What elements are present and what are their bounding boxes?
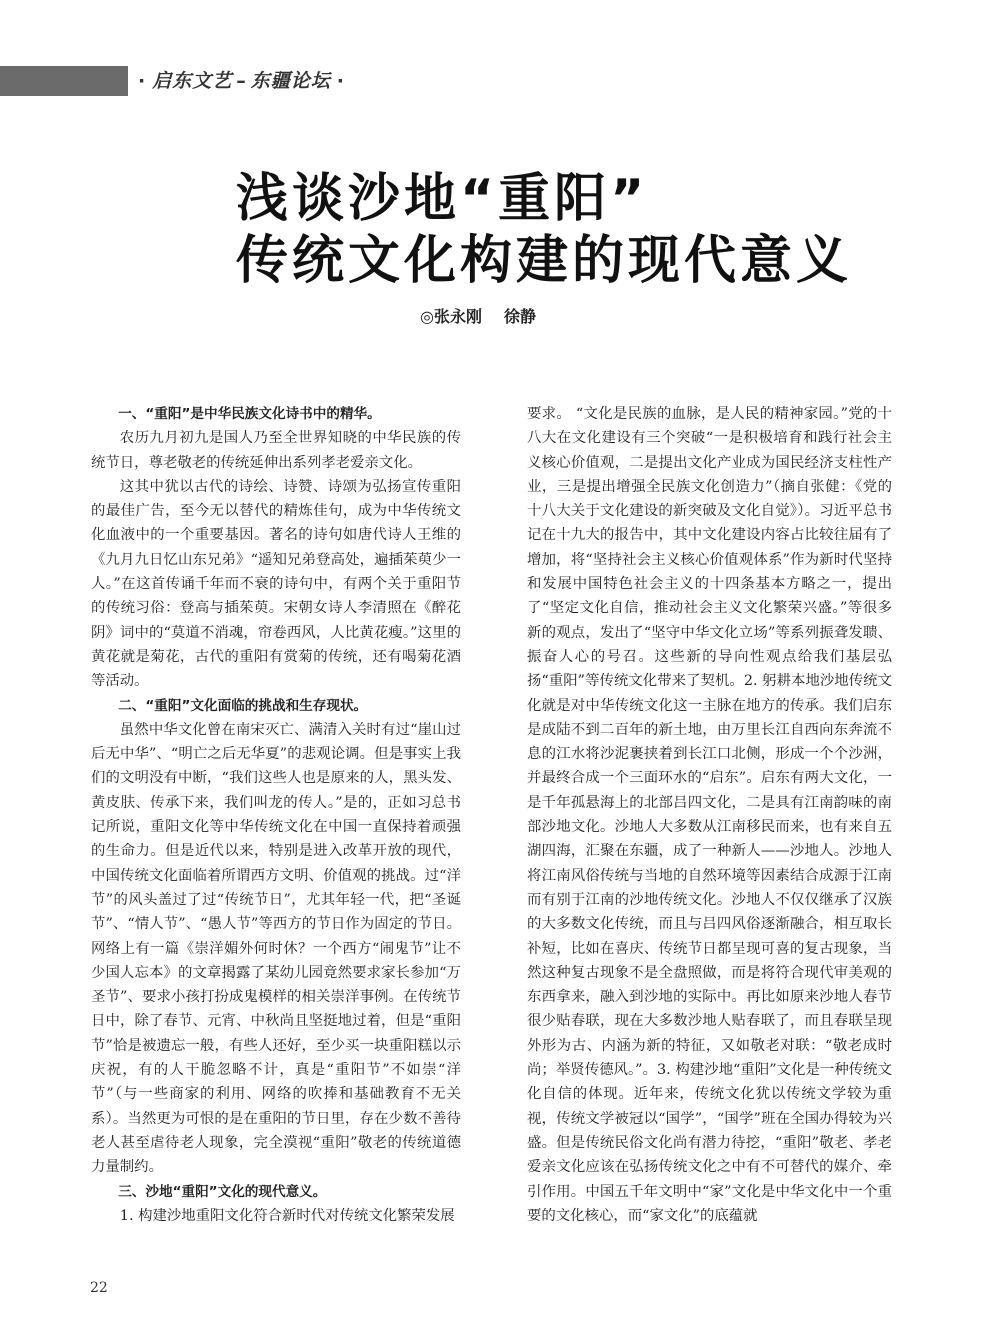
paragraph: 农历九月初九是国人乃至全世界知晓的中华民族的传统节日，尊老敬老的传统延伸出系列孝老爱亲文化。 (91, 430, 461, 471)
section-heading-2: 二、“重阳”文化面临的挑战和生存现状。 (118, 697, 368, 714)
paragraph: 1. 构建沙地重阳文化符合新时代对传统文化繁荣发展 (119, 1207, 455, 1224)
right-column (527, 402, 892, 1228)
header-separator: – (236, 70, 247, 92)
header-bullet: · (138, 70, 147, 92)
paragraph: 这其中犹以古代的诗绘、诗赞、诗颂为弘扬宣传重阳的最佳广告，至今无以替代的精炼佳句，成为中华传统文化血液中的一个重要基因。著名的诗句如唐代诗人王维的《九月九日忆山东兄弟》“遥知兄弟登高处，遍插茱萸少一人。”在这首传诵千年而不衰的诗句中，有两个关于重阳节的传统习俗：登高与插茱萸。宋朝女诗人李清照在《醉花阴》词中的“莫道不消魂，帘卷西风，人比黄花瘦。”这里的黄花就是菊花，古代的重阳有赏菊的传统，还有喝菊花酒等活动。 (91, 478, 461, 690)
paragraph: 虽然中华文化曾在南宋灭亡、满清入关时有过“崖山过后无中华”、“明亡之后无华夏”的悲观论调。但是事实上我们的文明没有中断，“我们这些人也是原来的人，黑头发、黄皮肤、传承下来，我们叫龙的传人。”是的，正如习总书记所说，重阳文化等中华传统文化在中国一直保持着顽强的生命力。但是近代以来，特别是进入改革开放的现代，中国传统文化面临着所谓西方文明、价值观的挑战。过“洋节”的风头盖过了过“传统节日”，尤其年轻一代，把“圣诞节”、“情人节”、“愚人节”等西方的节日作为固定的节日。网络上有一篇《崇洋媚外何时休？一个西方“闹鬼节”让不少国人忘本》的文章揭露了某幼儿园竟然要求家长参加“万圣节”、要求小孩打扮成鬼模样的相关崇洋事例。在传统节日中，除了春节、元宵、中秋尚且坚挺地过着，但是“重阳节”恰是被遗忘一般，有些人还好，至少买一块重阳糕以示庆祝，有的人干脆忽略不计，真是“重阳节”不如崇“洋节”（与一些商家的利用、网络的吹捧和基础教育不无关系）。当然更为可恨的是在重阳的节日里，存在少数不善待老人甚至虐待老人现象，完全漠视“重阳”敬老的传统道德力量制约。 (91, 721, 461, 1176)
author-2: 徐静 (503, 307, 536, 326)
running-header (132, 64, 351, 98)
author-1: ◎张永刚 (420, 307, 482, 326)
article-title (236, 168, 856, 292)
header-bar (0, 66, 128, 96)
title-line-2: 传统文化构建的现代意义 (236, 231, 853, 291)
column-name: 东疆论坛 (250, 70, 331, 92)
paragraph: 要求。 “文化是民族的血脉，是人民的精神家园。”党的十八大在文化建设有三个突破“一是积极培育和践行社会主义核心价值观，二是提出文化产业成为国民经济支柱性产业，三是提出增强全民族文化创造力”（摘自张健：《党的十八大关于文化建设的新突破及文化自觉》）。习近平总书记在十九大的报告中，其中文化建设内容占比较往届有了增加，将“坚持社会主义核心价值观体系”作为新时代坚持和发展中国特色社会主义的十四条基本方略之一，提出了“坚定文化自信，推动社会主义文化繁荣兴盛。”等很多新的观点，发出了“坚守中华文化立场”等系列振聋发聩、振奋人心的号召。这些新的导向性观点给我们基层弘扬“重阳”等传统文化带来了契机。2. 躬耕本地沙地传统文化就是对中华传统文化这一主脉在地方的传承。我们启东是成陆不到二百年的新土地，由万里长江自西向东奔流不息的江水将沙泥裹挟着到长江口北侧，形成一个个沙洲，并最终合成一个三面环水的“启东”。启东有两大文化，一是千年孤悬海上的北部吕四文化，二是具有江南韵味的南部沙地文化。沙地人大多数从江南移民而来，也有来自五湖四海，汇聚在东疆，成了一种新人——沙地人。沙地人将江南风俗传统与当地的自然环境等因素结合成源于江南而有别于江南的沙地传统文化。沙地人不仅仅继承了汉族的大多数文化传统，而且与吕四风俗逐渐融合，相互取长补短，比如在喜庆、传统节日都呈现可喜的复古现象，当然这种复古现象不是全盘照做，而是将符合现代审美观的东西拿来，融入到沙地的实际中。再比如原来沙地人春节很少贴春联，现在大多数沙地人贴春联了，而且春联呈现外形为古、内涵为新的特征，又如敬老对联：“敬老成时尚；举贤传德风。”。3. 构建沙地“重阳”文化是一种传统文化自信的体现。近年来，传统文化犹以传统文学较为重视，传统文学被冠以“国学”，“国学”班在全国办得较为兴盛。但是传统民俗文化尚有潜力待挖，“重阳”敬老、孝老爱亲文化应该在弘扬传统文化之中有不可替代的媒介、牵引作用。中国五千年文明中“家”文化是中华文化中一个重要的文化核心，而“家文化”的底蕴就 (527, 406, 892, 1224)
title-line-1: 浅谈沙地“重阳” (236, 169, 649, 229)
page-number: 22 (90, 1280, 108, 1296)
section-heading-1: 一、“重阳”是中华民族文化诗书中的精华。 (118, 406, 381, 422)
header-bullet-end: · (336, 70, 345, 92)
author-line (420, 306, 720, 328)
section-name: 启东文艺 (152, 70, 233, 92)
left-column (91, 402, 461, 1228)
section-heading-3: 三、沙地“重阳”文化的现代意义。 (118, 1183, 327, 1200)
